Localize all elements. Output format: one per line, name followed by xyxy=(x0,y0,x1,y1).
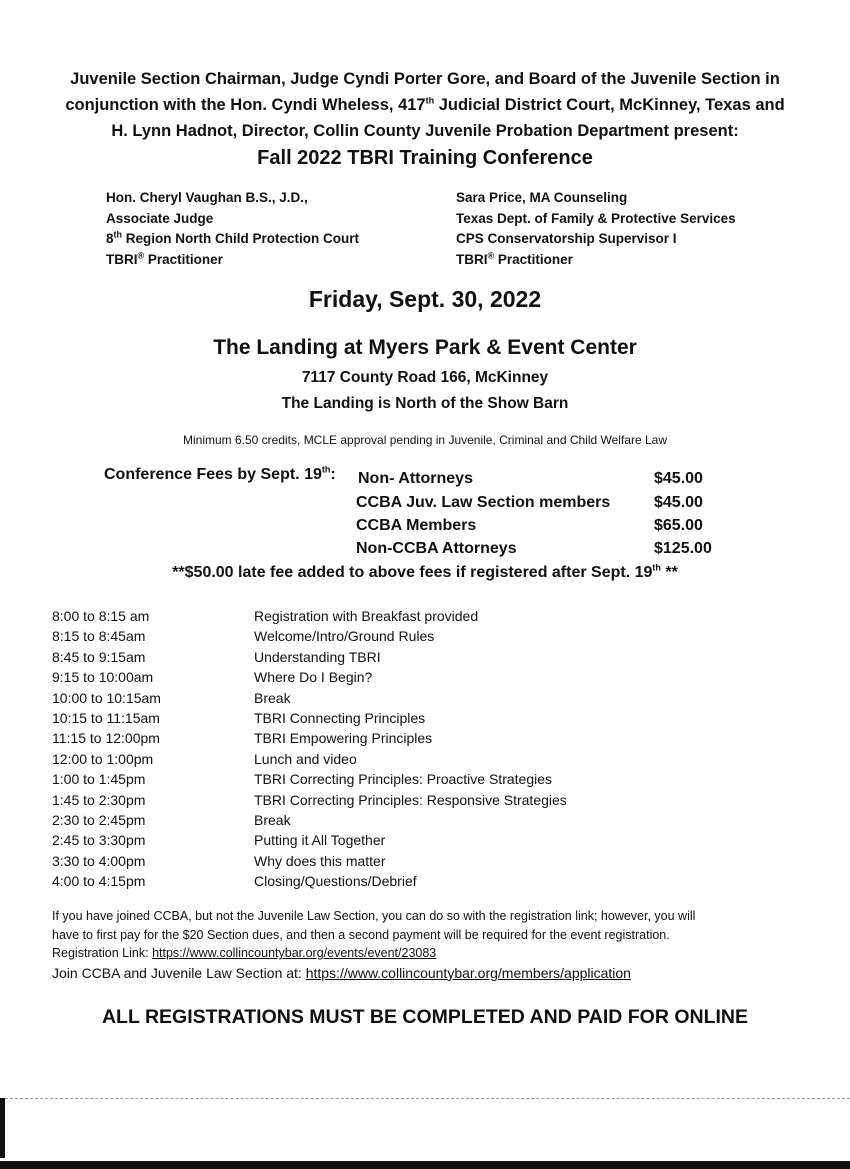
schedule-time: 8:45 to 9:15am xyxy=(52,648,146,665)
fee-category: CCBA Juv. Law Section members xyxy=(356,494,611,511)
speaker-court xyxy=(106,229,359,250)
note-line: If you have joined CCBA, but not the Juvenile Law Section, you can do so with the registration link; however, you will xyxy=(52,909,696,923)
late-fee-text: **$50.00 late fee added to above fees if registered after Sept. 19 xyxy=(172,564,653,581)
schedule-activity: TBRI Correcting Principles: Responsive Strategies xyxy=(254,791,567,808)
note-line: have to first pay for the $20 Section dues, and then a second payment will be required for the event registration. xyxy=(52,927,670,942)
credits-note: Minimum 6.50 credits, MCLE approval pending in Juvenile, Criminal and Child Welfare Law xyxy=(182,433,667,447)
registered-mark: ® xyxy=(487,250,495,260)
speaker-title: Associate Judge xyxy=(106,210,214,226)
venue-name: The Landing at Myers Park & Event Center xyxy=(213,336,637,359)
schedule-time: 1:45 to 2:30pm xyxy=(52,791,146,808)
join-link[interactable]: https://www.collincountybar.org/members/application xyxy=(305,964,631,981)
intro-line xyxy=(20,92,830,118)
ordinal-suffix: th xyxy=(425,95,435,106)
registration-footer: ALL REGISTRATIONS MUST BE COMPLETED AND PAID FOR ONLINE xyxy=(101,1006,749,1028)
schedule-time: 2:45 to 3:30pm xyxy=(52,832,146,849)
schedule-activity: Break xyxy=(254,811,291,828)
schedule-time: 1:00 to 1:45pm xyxy=(52,771,146,788)
schedule-time: 10:15 to 11:15am xyxy=(52,709,160,726)
scan-artifact-border xyxy=(0,1161,850,1169)
schedule-activity: Welcome/Intro/Ground Rules xyxy=(254,628,435,645)
fee-heading-text: : xyxy=(330,466,336,483)
fee-category: CCBA Members xyxy=(356,517,477,534)
role-text: Practitioner xyxy=(144,251,223,267)
registration-link-label: Registration Link: xyxy=(52,946,153,960)
role-text: TBRI xyxy=(106,251,138,267)
conference-title: Fall 2022 TBRI Training Conference xyxy=(257,147,593,169)
registration-notes xyxy=(52,907,792,984)
role-text: TBRI xyxy=(456,251,488,267)
join-link-label: Join CCBA and Juvenile Law Section at: xyxy=(52,964,306,981)
intro-text: conjunction with the Hon. Cyndi Wheless, 417 xyxy=(65,96,426,114)
join-link-line xyxy=(52,963,792,984)
fee-amount: $45.00 xyxy=(654,470,703,487)
schedule-time: 12:00 to 1:00pm xyxy=(52,750,154,767)
venue-direction: The Landing is North of the Show Barn xyxy=(281,395,569,412)
scan-artifact-line xyxy=(0,1098,850,1099)
fee-heading xyxy=(104,466,336,484)
speaker-role xyxy=(106,250,359,271)
schedule-activity: Why does this matter xyxy=(254,852,386,869)
schedule-activity: Lunch and video xyxy=(254,750,357,767)
schedule-activity: TBRI Empowering Principles xyxy=(254,730,433,747)
fee-amount: $65.00 xyxy=(654,517,703,534)
fee-amount: $125.00 xyxy=(654,540,712,557)
schedule-activity: Understanding TBRI xyxy=(254,648,381,665)
late-fee-text: ** xyxy=(660,564,678,581)
ordinal-suffix: th xyxy=(321,464,331,475)
court-text: Region North Child Protection Court xyxy=(122,231,359,246)
speaker-title: CPS Conservatorship Supervisor I xyxy=(456,231,677,246)
schedule-time: 8:00 to 8:15 am xyxy=(52,608,150,624)
intro-line: H. Lynn Hadnot, Director, Collin County Juvenile Probation Department present: xyxy=(111,122,739,140)
event-date: Friday, Sept. 30, 2022 xyxy=(308,286,542,312)
schedule-activity: TBRI Connecting Principles xyxy=(254,709,426,726)
role-text: Practitioner xyxy=(494,251,573,267)
fee-heading-text: Conference Fees by Sept. 19 xyxy=(104,466,322,483)
schedule-time: 9:15 to 10:00am xyxy=(52,669,154,686)
intro-paragraph xyxy=(20,66,830,144)
schedule-time: 11:15 to 12:00pm xyxy=(52,730,160,747)
intro-line: Juvenile Section Chairman, Judge Cyndi Porter Gore, and Board of the Juvenile Section in xyxy=(70,70,780,88)
schedule-time: 4:00 to 4:15pm xyxy=(52,873,146,890)
ordinal-suffix: th xyxy=(652,562,661,573)
registered-mark: ® xyxy=(137,250,145,260)
fee-category: Non- Attorneys xyxy=(358,470,473,487)
speaker-role xyxy=(456,250,736,271)
schedule-time: 2:30 to 2:45pm xyxy=(52,811,146,828)
speaker-left xyxy=(106,188,359,270)
court-text: 8 xyxy=(106,231,114,246)
schedule-time: 8:15 to 8:45am xyxy=(52,628,146,645)
speaker-right xyxy=(456,188,736,270)
schedule-activity: Closing/Questions/Debrief xyxy=(254,873,417,890)
speaker-name: Hon. Cheryl Vaughan B.S., J.D., xyxy=(106,190,308,205)
registration-link-line xyxy=(52,944,792,963)
schedule-activity: Registration with Breakfast provided xyxy=(254,608,479,624)
schedule-activity: Break xyxy=(254,689,291,706)
registration-link[interactable]: https://www.collincountybar.org/events/event/23083 xyxy=(152,946,437,960)
fee-amount: $45.00 xyxy=(654,494,703,511)
schedule-activity: Putting it All Together xyxy=(254,832,386,849)
ordinal-suffix: th xyxy=(113,229,123,240)
speaker-org: Texas Dept. of Family & Protective Services xyxy=(456,210,736,226)
speaker-name: Sara Price, MA Counseling xyxy=(456,190,628,205)
venue-address: 7117 County Road 166, McKinney xyxy=(301,369,549,386)
schedule-activity: Where Do I Begin? xyxy=(254,669,373,686)
late-fee-notice xyxy=(0,564,850,582)
schedule-time: 10:00 to 10:15am xyxy=(52,689,161,706)
scan-artifact-edge xyxy=(0,1098,5,1158)
fee-category: Non-CCBA Attorneys xyxy=(356,540,517,557)
intro-text: Judicial District Court, McKinney, Texas and xyxy=(434,96,785,114)
schedule-activity: TBRI Correcting Principles: Proactive Strategies xyxy=(254,771,552,788)
schedule-time: 3:30 to 4:00pm xyxy=(52,852,146,869)
